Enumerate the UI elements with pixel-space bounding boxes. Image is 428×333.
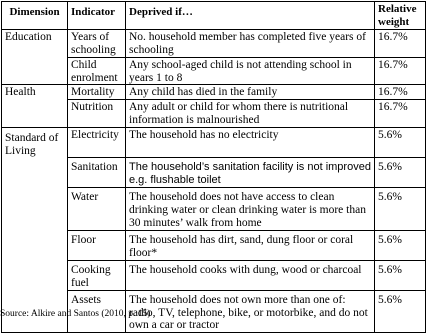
weight-cell: 5.6% (375, 260, 426, 290)
indicator-cell: Nutrition (68, 100, 126, 128)
deprived-if-cell: The household’s sanitation facility is not improved e.g. flushable toilet (126, 158, 375, 188)
indicator-cell: Years of schooling (68, 29, 126, 57)
dimension-spacer (2, 100, 68, 128)
weight-cell: 16.7% (375, 85, 426, 100)
indicator-cell: Water (68, 188, 126, 231)
weight-cell: 5.6% (375, 231, 426, 261)
weight-cell: 16.7% (375, 57, 426, 85)
table-row (2, 260, 426, 290)
dimension-education: Education (2, 29, 68, 57)
indicator-cell: Cooking fuel (68, 260, 126, 290)
deprived-if-cell: Any school-aged child is not attending school in years 1 to 8 (126, 57, 375, 85)
deprived-if-cell: The household has no electricity (126, 128, 375, 158)
header-deprived-if: Deprived if… (126, 2, 375, 30)
deprived-if-cell: The household does not own more than one of: radio, TV, telephone, bike, or motorbike, and do not own a car or tractor (126, 290, 375, 333)
table-row (2, 231, 426, 261)
table-row (2, 85, 426, 100)
header-relative-weight: Relative weight (375, 2, 426, 30)
deprived-if-cell: Any child has died in the family (126, 85, 375, 100)
deprived-if-cell: The household cooks with dung, wood or charcoal (126, 260, 375, 290)
source-citation: Source: Alkire and Santos (2010, p. 15) (0, 309, 151, 319)
table-row (2, 128, 426, 158)
weight-cell: 5.6% (375, 158, 426, 188)
deprived-if-cell: The household does not have access to clean drinking water or clean drinking water is more than 30 minutes’ walk from home (126, 188, 375, 231)
table-row (2, 57, 426, 85)
header-row (2, 2, 426, 30)
indicator-cell: Sanitation (68, 158, 126, 188)
weight-cell: 5.6% (375, 128, 426, 158)
header-dimension: Dimension (2, 2, 68, 30)
indicator-cell: Assets (68, 290, 126, 333)
poverty-indicators-table (1, 1, 426, 333)
dimension-standard-of-living: Standard of Living (2, 128, 68, 158)
table-row (2, 100, 426, 128)
dimension-spacer (2, 158, 68, 188)
dimension-spacer (2, 231, 68, 261)
table-row (2, 188, 426, 231)
deprived-if-cell: The household has dirt, sand, dung floor or coral floor* (126, 231, 375, 261)
dimension-spacer (2, 57, 68, 85)
header-indicator: Indicator (68, 2, 126, 30)
weight-cell: 5.6% (375, 290, 426, 333)
weight-cell: 16.7% (375, 29, 426, 57)
indicator-cell: Floor (68, 231, 126, 261)
indicator-cell: Mortality (68, 85, 126, 100)
dimension-spacer (2, 188, 68, 231)
deprived-if-cell: Any adult or child for whom there is nutritional information is malnourished (126, 100, 375, 128)
weight-cell: 16.7% (375, 100, 426, 128)
indicator-cell: Electricity (68, 128, 126, 158)
dimension-health: Health (2, 85, 68, 100)
dimension-spacer (2, 260, 68, 290)
table-row (2, 158, 426, 188)
weight-cell: 5.6% (375, 188, 426, 231)
table-row (2, 29, 426, 57)
deprived-if-cell: No. household member has completed five years of schooling (126, 29, 375, 57)
indicator-cell: Child enrolment (68, 57, 126, 85)
